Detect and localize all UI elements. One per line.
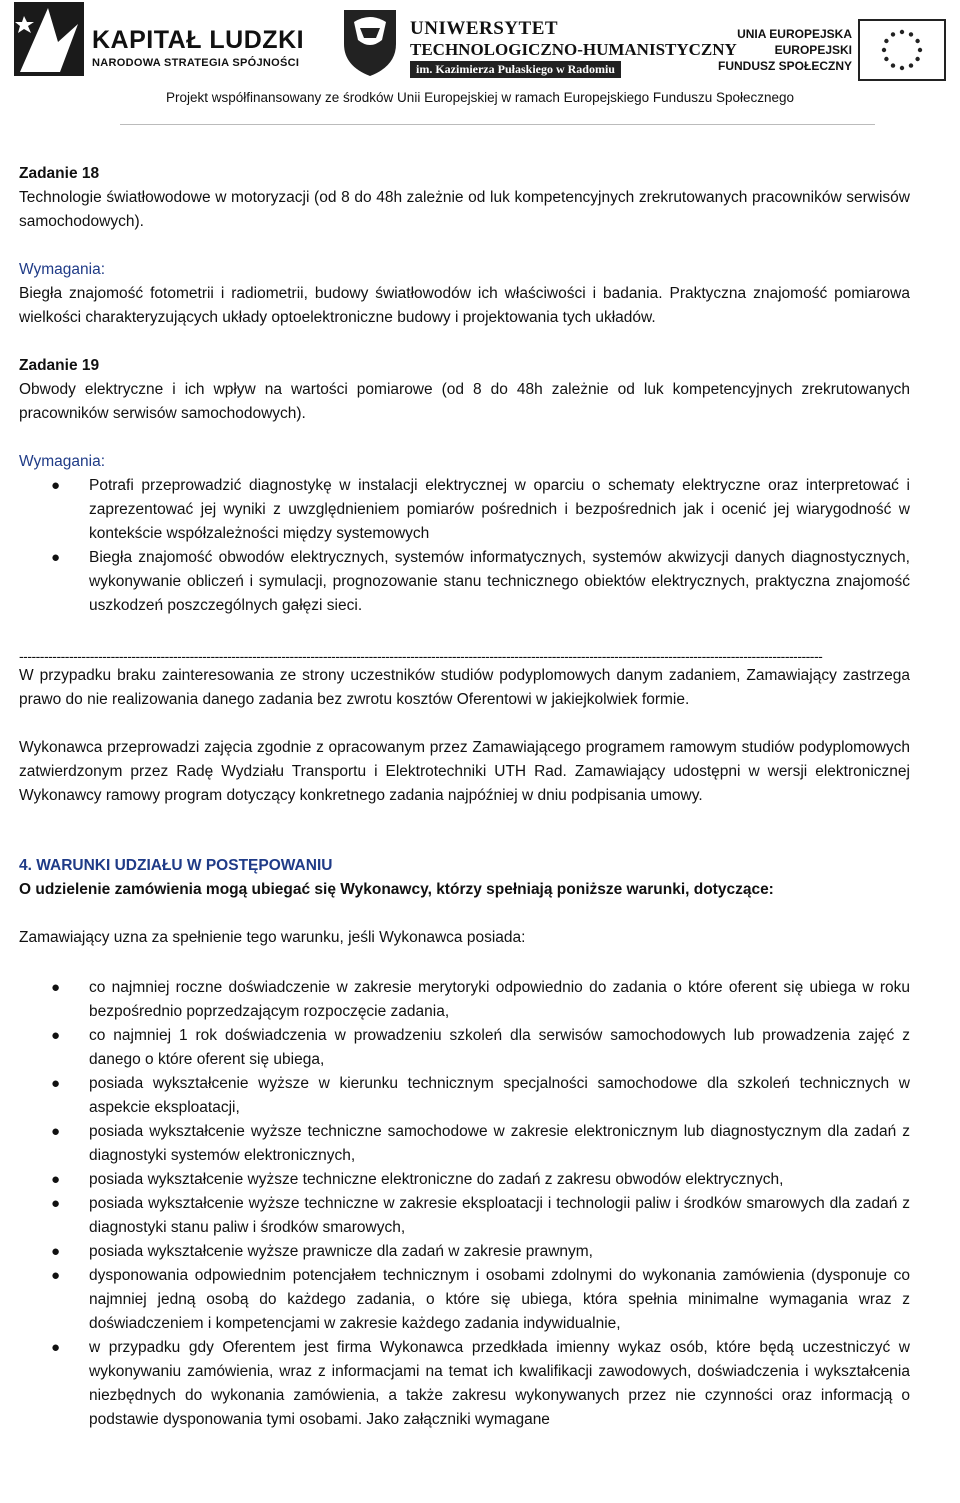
list-item: ● co najmniej roczne doświadczenie w zakresie merytoryki odpowiednio do zadania o które oferent się ubiega w roku bezpośrednio poprzedzającym rozpoczęcie zadania, [19, 976, 910, 1024]
eu-flag-icon [858, 19, 946, 81]
list-item: ● Potrafi przeprowadzić diagnostykę w instalacji elektrycznej w oparciu o schematy elektryczne oraz interpretować i zaprezentować jej wyniki z uwzględnieniem pomiarów pośrednich i bezpośrednich jak i ocenić jej wiarygodność w kontekście współzależności między systemowych [19, 474, 910, 546]
zadanie-19-requirements-label: Wymagania: [19, 453, 106, 470]
bullet-icon: ● [51, 1339, 61, 1356]
section-4-intro: Zamawiający uzna za spełnienie tego warunku, jeśli Wykonawca posiada: [19, 929, 526, 946]
kapital-ludzki-title: KAPITAŁ LUDZKI [92, 26, 305, 54]
zadanie-18-requirements-text: Biegła znajomość fotometrii i radiometrii, budowy światłowodów ich właściwości i badania. Praktyczna znajomość pomiarowa wielkości charakteryzujących układy optoelektroniczne budowy i projektowania tych układów. [19, 285, 910, 326]
bullet-icon: ● [51, 549, 61, 566]
zadanie-18-requirements-label: Wymagania: [19, 261, 106, 278]
uth-line-3: im. Kazimierza Pułaskiego w Radomiu [410, 61, 621, 78]
eu-line-2: EUROPEJSKI [774, 43, 852, 57]
zadanie-19-requirements-list [19, 474, 910, 618]
zadanie-19-description: Obwody elektryczne i ich wpływ na wartości pomiarowe (od 8 do 48h zależnie od luk kompetencyjnych zrekrutowanych pracowników serwisów samochodowych). [19, 381, 910, 422]
paragraph-brak-zainteresowania: W przypadku braku zainteresowania ze strony uczestników studiów podyplomowych danym zadaniem, Zamawiający zastrzega prawo do nie realizowania danego zadania bez zwrotu kosztów Oferentowi w jakiejkolwiek formie. [19, 667, 910, 708]
bullet-icon: ● [51, 1195, 61, 1212]
kapital-ludzki-subtitle: NARODOWA STRATEGIA SPÓJNOŚCI [92, 57, 300, 69]
uth-line-1: UNIWERSYTET [410, 18, 559, 39]
section-4-subheading: O udzielenie zamówienia mogą ubiegać się Wykonawcy, którzy spełniają poniższe warunki, dotyczące: [19, 881, 774, 898]
eu-logo [717, 14, 956, 84]
uth-line-2: TECHNOLOGICZNO-HUMANISTYCZNY [410, 40, 737, 59]
list-item: ● w przypadku gdy Oferentem jest firma Wykonawca przedkłada imienny wykaz osób, które będą uczestniczyć w wykonywaniu zamówienia, wraz z informacjami na temat ich kwalifikacji zawodowych, doświadczenia i wykształcenia niezbędnych do wykonania zamówienia, a także zakresu wykonywanych przez nie czynności oraz informacją o podstawie dysponowania tymi osobami. Jako załączniki wymagane [19, 1336, 910, 1432]
uth-logo [338, 4, 737, 80]
header-divider [120, 124, 875, 125]
document-body [19, 162, 910, 1432]
eu-line-1: UNIA EUROPEJSKA [737, 27, 852, 41]
section-4-conditions-list [19, 976, 910, 1432]
zadanie-18-title: Zadanie 18 [19, 165, 100, 182]
list-item: ● co najmniej 1 rok doświadczenia w prowadzeniu szkoleń dla serwisów samochodowych lub prowadzenia zajęć z danego o które oferent się ubiega, [19, 1024, 910, 1072]
bullet-icon: ● [51, 1267, 61, 1284]
paragraph-wykonawca: Wykonawca przeprowadzi zajęcia zgodnie z opracowanym przez Zamawiającego programem ramowym studiów podyplomowych zatwierdzonym przez Radę Wydziału Transportu i Elektrotechniki UTH Rad. Zamawiający udostępni w wersji elektronicznej Wykonawcy ramowy program dotyczący konkretnego zadania najpóźniej w dniu podpisania umowy. [19, 739, 910, 804]
dashed-separator: ------------------------------------------------------------------------------------------------------------------------------------------------------------------------------------------------- [19, 648, 823, 664]
page-header [0, 0, 960, 125]
bullet-icon: ● [51, 979, 61, 996]
list-item: ● posiada wykształcenie wyższe techniczne w zakresie eksploatacji i technologii paliw i środków smarowych dla zadań z diagnostyki stanu paliw i środków smarowych, [19, 1192, 910, 1240]
bullet-icon: ● [51, 1243, 61, 1260]
list-item: ● posiada wykształcenie wyższe w kierunku technicznym specjalności samochodowe dla szkoleń technicznych w aspekcie eksploatacji, [19, 1072, 910, 1120]
list-item: ● posiada wykształcenie wyższe prawnicze dla zadań w zakresie prawnym, [19, 1240, 910, 1264]
project-cofinancing-line: Projekt współfinansowany ze środków Unii Europejskiej w ramach Europejskiego Funduszu Społecznego [165, 90, 795, 105]
section-4-heading: 4. WARUNKI UDZIAŁU W POSTĘPOWANIU [19, 857, 333, 874]
bullet-icon: ● [51, 477, 61, 494]
list-item: ● Biegła znajomość obwodów elektrycznych, systemów informatycznych, systemów akwizycji danych diagnostycznych, wykonywanie obliczeń i symulacji, prognozowanie stanu technicznego obiektów elektrycznych, praktyczna znajomość uszkodzeń poszczególnych gałęzi sieci. [19, 546, 910, 618]
list-item: ● posiada wykształcenie wyższe techniczne samochodowe w zakresie elektronicznym lub diagnostycznym dla zadań z diagnostyki systemów elektronicznych, [19, 1120, 910, 1168]
zadanie-19-title: Zadanie 19 [19, 357, 100, 374]
zadanie-18-description: Technologie światłowodowe w motoryzacji (od 8 do 48h zależnie od luk kompetencyjnych zrekrutowanych pracowników serwisów samochodowych). [19, 189, 910, 230]
eu-text [718, 26, 852, 74]
kapital-ludzki-logo [14, 2, 314, 78]
bullet-icon: ● [51, 1075, 61, 1092]
list-item: ● dysponowania odpowiednim potencjałem technicznym i osobami zdolnymi do wykonania zamówienia (dysponuje co najmniej jedną osobą do każdego zadania, o które się ubiega, która spełnia minimalne wymagania wraz z doświadczeniem i kompetencjami w zakresie każdego zadania indywidualnie, [19, 1264, 910, 1336]
bullet-icon: ● [51, 1171, 61, 1188]
bullet-icon: ● [51, 1027, 61, 1044]
eu-line-3: FUNDUSZ SPOŁECZNY [717, 59, 852, 73]
university-crest-icon [338, 4, 402, 78]
bullet-icon: ● [51, 1123, 61, 1140]
list-item: ● posiada wykształcenie wyższe techniczne elektroniczne do zadań z zakresu obwodów elektrycznych, [19, 1168, 910, 1192]
kapital-ludzki-emblem-icon [14, 2, 84, 76]
